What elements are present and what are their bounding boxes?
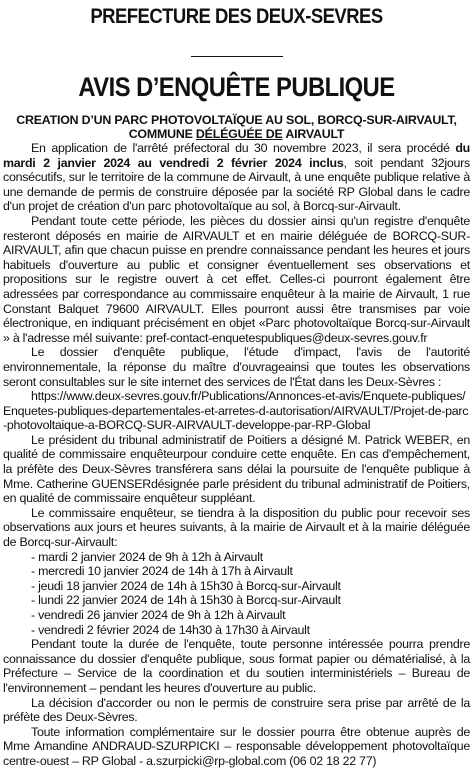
permanence-list [3,550,470,638]
prefecture-heading: PREFECTURE DES DEUX-SEVRES [90,5,383,28]
paragraph-3: Le dossier d'enquête publique, l'étude d'impact, l'avis de l'autorité environnementale, la réponse du maître d'ouvrageainsi que toutes les observations seront consultables sur le site internet des services de l'État dans les Deux-Sèvres : [3,345,470,389]
subtitle-part-b: DÉLÉGUÉE DE [195,127,283,141]
paragraph-5: Le commissaire enquêteur, se tiendra à la disposition du public pour recevoir ses observations aux jours et heures suivants, à la mairie de Airvault et à la mairie déléguée de Borcq-sur-Airvault: [3,505,470,550]
paragraph-4: Le président du tribunal administratif de Poitiers a désigné M. Patrick WEBER, en qualité de commissaire enquêteurpour conduire cette enquête. En cas d'empêchement, la préfète des Deux-Sèvres transférera sans délai la poursuite de l'enquête publique à Mme. Catherine GUENSERdésignée parle président du tribunal administratif de Poitiers, en qualité de commissaire enquêteur suppléant. [3,432,470,506]
paragraph-1-text-b: , soit pendant 32jours consécutifs, sur le territoire de la commune de Airvault, à une enquête publique relative à une demande de permis de construire déposée par la société RP Global dans le cadre d'un projet de création d'un parc photovoltaïque au sol, à Borcq-sur-Airvault. [3,155,470,214]
list-item: - vendredi 26 janvier 2024 de 9h à 12h à Airvault [31,608,286,622]
list-item: - mardi 2 janvier 2024 de 9h à 12h à Airvault [31,549,263,564]
heading-divider [191,56,283,57]
dossier-url: https://www.deux-sevres.gouv.fr/Publications/Annonces-et-avis/Enquete-publiques/Enquetes-publiques-departementales-et-arretes-d-autorisation/AIRVAULT/Projet-de-parc-photovoltaique-a-BORCQ-SUR-AIRVAULT-developpe-par-RP-Global [3,389,469,433]
list-item: - jeudi 18 janvier 2024 de 14h à 15h30 à Borcq-sur-Airvault [31,578,341,593]
paragraph-7: La décision d'accorder ou non le permis de construire sera prise par arrêté de la préfète des Deux-Sèvres. [3,695,470,725]
paragraph-1-text-a: En application de l'arrêté préfectoral du 30 novembre 2023, il sera procédé [31,141,456,155]
list-item: - lundi 22 janvier 2024 de 14h à 15h30 à Borcq-sur-Airvault [31,593,341,608]
paragraph-1 [3,141,470,214]
paragraph-6: Pendant toute la durée de l'enquête, toute personne intéressée pourra prendre connaissance du dossier d'enquête publique, sous format papier ou dématérialisé, à la Préfecture – Service de la coordination et du soutien interministériels – Bureau de l'environnement – pendant les heures d'ouverture au public. [3,637,470,695]
notice-body [3,141,470,769]
notice-subtitle [3,113,470,141]
list-item: - mercredi 10 janvier 2024 de 14h à 17h à Airvault [31,564,293,579]
list-item: - vendredi 2 février 2024 de 14h30 à 17h30 à Airvault [31,622,310,637]
subtitle-part-a: COMMUNE [128,127,196,141]
notice-title: AVIS D’ENQUÊTE PUBLIQUE [78,72,395,102]
subtitle-line-2 [3,127,470,141]
paragraph-8: Toute information complémentaire sur le dossier pourra être obtenue auprès de Mme Amandine ANDRAUD-SZURPICKI – responsable développement photovoltaïque centre-ouest – RP Global - a.szurpicki@rp-global.com (06 02 18 22 77) [3,724,470,768]
subtitle-line-1: CREATION D’UN PARC PHOTOVOLTAÏQUE AU SOL, BORCQ-SUR-AIRVAULT, [16,113,457,127]
subtitle-part-c: AIRVAULT [282,127,345,141]
enquiry-dates: du mardi 2 janvier 2024 au vendredi 2 février 2024 inclus [3,141,470,170]
paragraph-2: Pendant toute cette période, les pièces du dossier ainsi qu'un registre d'enquête resteront déposés en mairie de AIRVAULT et en mairie déléguée de BORCQ-SUR-AIRVAULT, afin que chacun puisse en prendre connaissance pendant les heures et jours habituels d'ouverture au public et consigner éventuellement ses observations et propositions sur le registre ouvert à cet effet. Celles-ci pourront également être adressées par correspondance au commissaire enquêteur à la mairie de Airvault, 1 rue Constant Balquet 79600 AIRVAULT. Elles pourront aussi être transmises par voie électronique, en indiquant précisément en objet «Parc photovoltaïque Borcq-sur-Airvault » à l'adresse mél suivante: pref-contact-enquetespubliques@deux-sevres.gouv.fr [3,213,470,345]
